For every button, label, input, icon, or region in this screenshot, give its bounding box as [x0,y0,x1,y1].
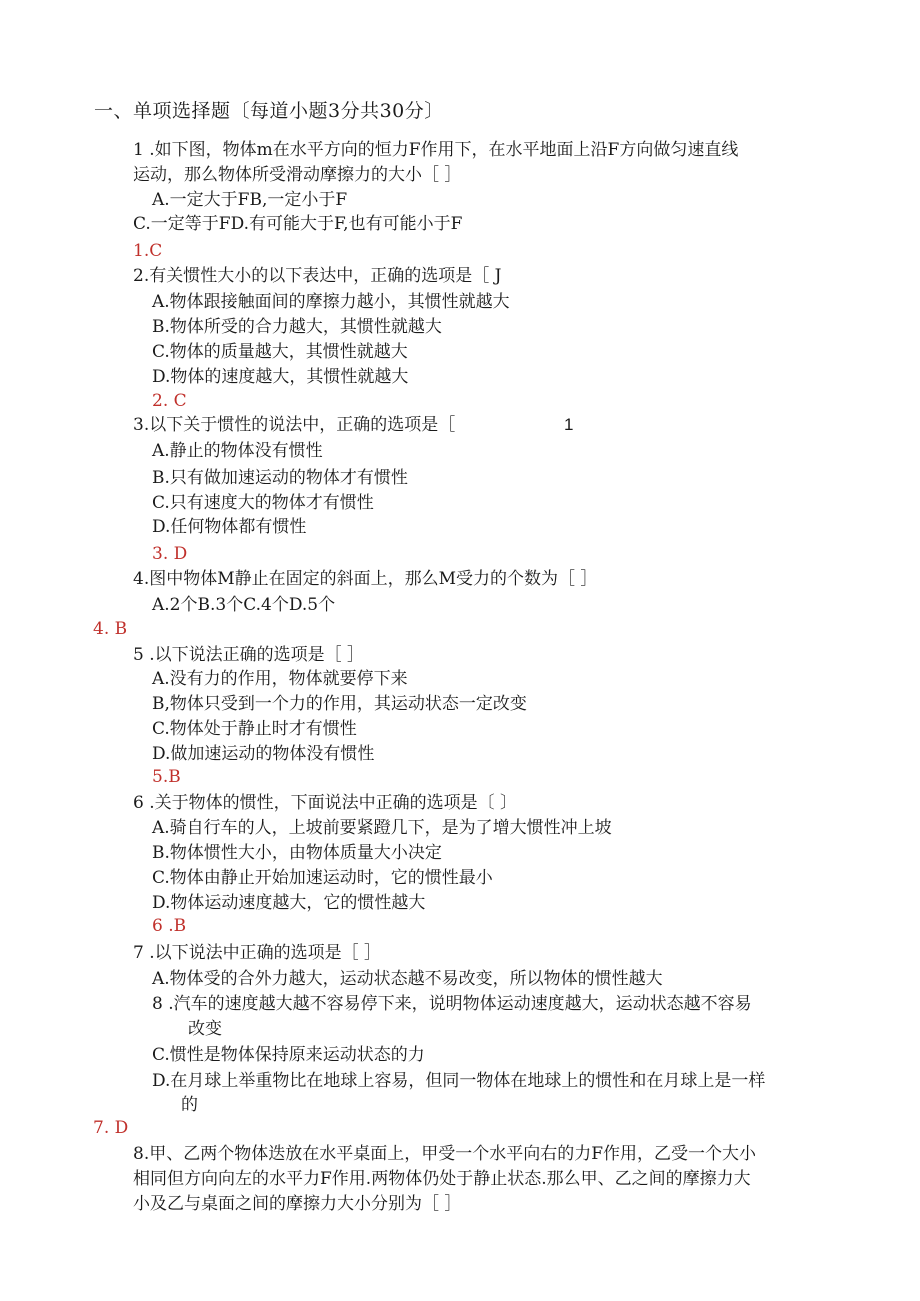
question-3-option-d: D.任何物体都有惯性 [152,517,307,537]
answer-6: 6 .B [152,916,187,936]
question-7-option-b-line-2: 改变 [188,1019,222,1039]
question-6-option-b: B.物体惯性大小，由物体质量大小决定 [152,843,442,863]
question-2-option-d: D.物体的速度越大，其惯性就越大 [152,367,409,387]
question-8-stem-line-3: 小及乙与桌面之间的摩擦力大小分别为［ ］ [133,1194,462,1214]
question-8-stem-line-1: 8.甲、乙两个物体迭放在水平桌面上，甲受一个水平向右的力F作用，乙受一个大小 [133,1144,757,1164]
answer-4: 4. B [93,619,128,639]
question-7-option-a: A.物体受的合外力越大，运动状态越不易改变，所以物体的惯性越大 [152,969,663,989]
question-4-options: A.2个B.3个C.4个D.5个 [152,595,336,615]
question-5-option-a: A.没有力的作用，物体就要停下来 [152,669,408,689]
question-7-option-c: C.惯性是物体保持原来运动状态的力 [152,1045,425,1065]
answer-3: 3. D [152,544,188,564]
answer-1: 1.C [133,241,163,261]
question-3-option-a: A.静止的物体没有惯性 [152,441,323,461]
question-5-option-b: B,物体只受到一个力的作用，其运动状态一定改变 [152,694,527,714]
question-3-option-c: C.只有速度大的物体才有惯性 [152,493,374,513]
question-5-option-d: D.做加速运动的物体没有惯性 [152,744,375,764]
answer-5: 5.B [152,767,181,787]
answer-2: 2. C [152,391,187,411]
question-5-stem: 5 .以下说法正确的选项是［ ］ [133,645,365,665]
question-2-option-a: A.物体跟接触面间的摩擦力越小，其惯性就越大 [152,292,510,312]
question-2-stem: 2.有关惯性大小的以下表达中，正确的选项是［ J [133,266,502,286]
question-8-stem-line-2: 相同但方向向左的水平力F作用.两物体仍处于静止状态.那么甲、乙之间的摩擦力大 [133,1169,751,1189]
question-6-option-c: C.物体由静止开始加速运动时，它的惯性最小 [152,868,493,888]
section-title: 一、单项选择题〔每道小题3分共30分〕 [94,100,444,122]
question-6-option-a: A.骑自行车的人，上坡前要紧蹬几下，是为了增大惯性冲上坡 [152,818,612,838]
question-1-stem-line-2: 运动，那么物体所受滑动摩擦力的大小［ ］ [133,165,462,185]
question-5-option-c: C.物体处于静止时才有惯性 [152,719,357,739]
question-7-option-d-line-1: D.在月球上举重物比在地球上容易，但同一物体在地球上的惯性和在月球上是一样 [152,1071,766,1091]
question-3-bracket-close: 1 [564,415,574,434]
answer-7: 7. D [93,1118,129,1138]
question-6-option-d: D.物体运动速度越大，它的惯性越大 [152,893,426,913]
question-7-option-d-line-2: 的 [181,1095,198,1115]
question-6-stem: 6 .关于物体的惯性，下面说法中正确的选项是〔 〕 [133,793,518,813]
question-2-option-c: C.物体的质量越大，其惯性就越大 [152,342,408,362]
question-2-option-b: B.物体所受的合力越大，其惯性就越大 [152,317,442,337]
question-1-option-cd: C.一定等于FD.有可能大于F,也有可能小于F [133,214,463,234]
question-1-option-ab: A.一定大于FB,一定小于F [152,190,348,210]
question-4-stem: 4.图中物体M静止在固定的斜面上，那么M受力的个数为［ ］ [133,569,598,589]
question-1-stem-line-1: 1 .如下图，物体m在水平方向的恒力F作用下，在水平地面上沿F方向做匀速直线 [133,140,739,160]
question-3-option-b: B.只有做加速运动的物体才有惯性 [152,468,408,488]
question-7-option-b-line-1: 8 .汽车的速度越大越不容易停下来，说明物体运动速度越大，运动状态越不容易 [152,994,752,1014]
question-3-stem: 3.以下关于惯性的说法中，正确的选项是［ [133,415,456,435]
question-7-stem: 7 .以下说法中正确的选项是［ ］ [133,943,382,963]
